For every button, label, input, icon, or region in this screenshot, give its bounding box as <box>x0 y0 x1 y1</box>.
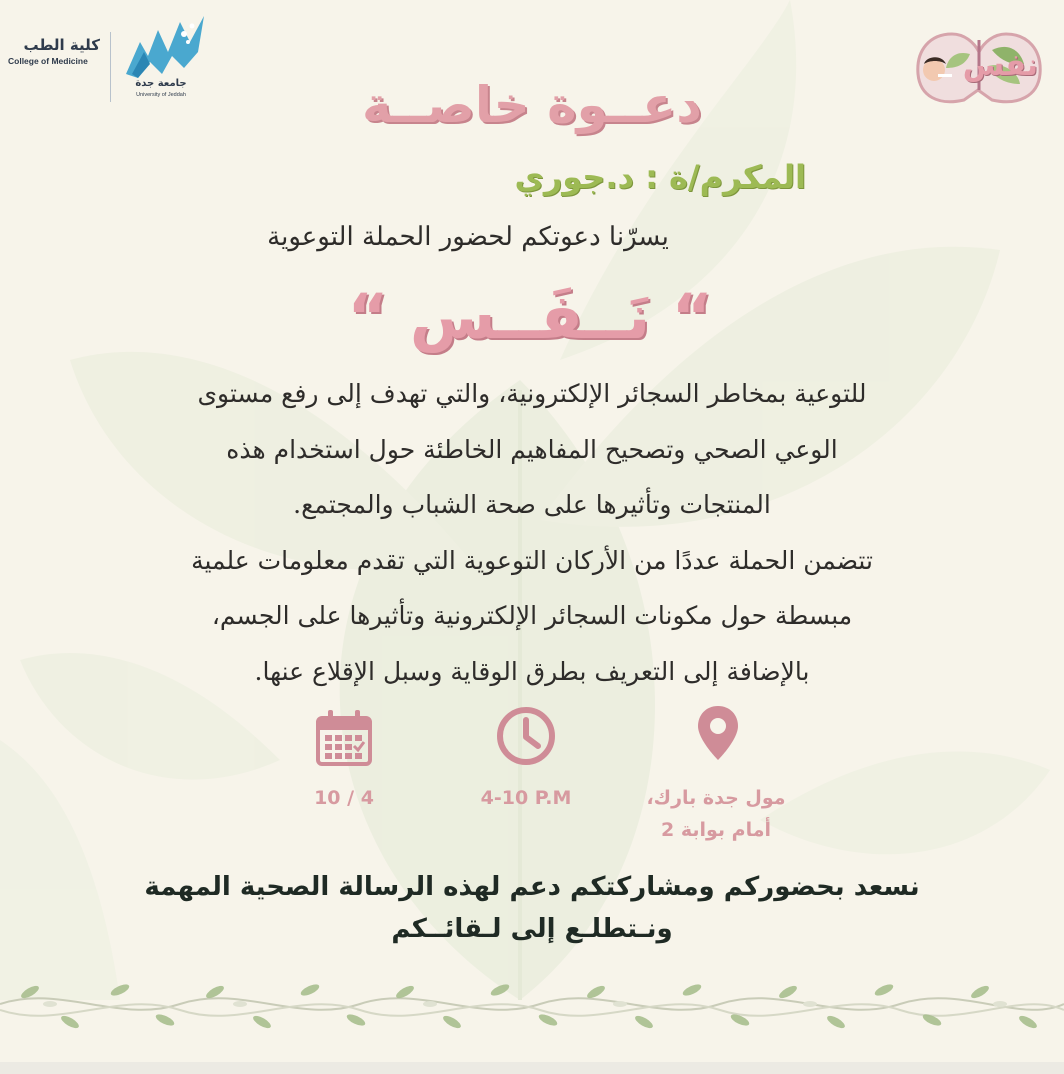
university-name-english: University of Jeddah <box>136 92 186 98</box>
clock-icon <box>496 706 556 766</box>
university-of-jeddah-logo-icon <box>118 12 210 104</box>
logo-divider <box>110 32 111 102</box>
closing-line-1: نسعد بحضوركم ومشاركتكم دعم لهذه الرسالة الصحية المهمة <box>144 872 920 902</box>
university-name-arabic: جامعة جدة <box>135 78 187 89</box>
closing-message <box>120 866 944 950</box>
closing-line-2: ونـتطلـع إلى لـقائــكم <box>391 914 673 944</box>
bottom-strip <box>0 1062 1064 1074</box>
location-details <box>636 782 796 846</box>
event-date: 10 / 4 <box>314 787 374 809</box>
recipient-name: المكرم/ة : د.جوري <box>514 158 806 196</box>
description-line: بالإضافة إلى التعريف بطرق الوقاية وسبل الإقلاع عنها. <box>254 656 810 686</box>
nafas-logo-text: نفس <box>962 48 1038 83</box>
intro-text: يسرّنا دعوتكم لحضور الحملة التوعوية <box>267 222 669 252</box>
event-time: 4-10 P.M <box>480 787 572 809</box>
location-line-2: أمام بوابة 2 <box>660 819 771 841</box>
campaign-description <box>150 366 914 699</box>
description-line: الوعي الصحي وتصحيح المفاهيم الخاطئة حول استخدام هذه <box>226 434 838 464</box>
description-line: المنتجات وتأثيرها على صحة الشباب والمجتمع. <box>293 490 771 519</box>
location-line-1: مول جدة بارك، <box>646 787 786 809</box>
college-name-english: College of Medicine <box>8 56 88 66</box>
description-line: للتوعية بمخاطر السجائر الإلكترونية، والتي تهدف إلى رفع مستوى <box>197 379 867 408</box>
college-of-medicine-logo <box>8 36 100 66</box>
description-line: مبسطة حول مكونات السجائر الإلكترونية وتأثيرها على الجسم، <box>211 601 853 630</box>
calendar-icon <box>314 708 374 768</box>
invitation-title: دعــوة خاصــة <box>362 76 702 134</box>
college-name-arabic: كلية الطب <box>23 36 100 54</box>
campaign-name: “ نَــفَــس “ <box>347 280 713 353</box>
location-pin-icon <box>688 702 748 762</box>
leaf-vine-border-decoration <box>0 970 1064 1040</box>
description-line: تتضمن الحملة عددًا من الأركان التوعوية التي تقدم معلومات علمية <box>191 545 873 575</box>
